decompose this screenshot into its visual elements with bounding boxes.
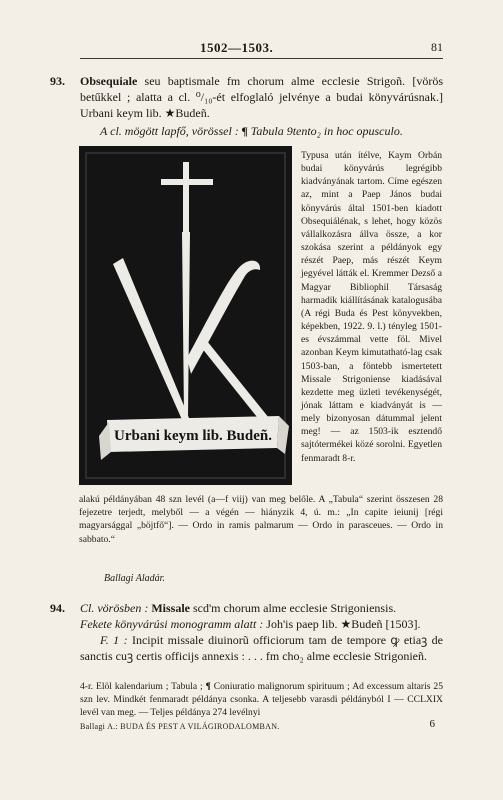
pilcrow-mark: ¶ [205, 681, 211, 692]
entry-94-imprint [80, 616, 443, 632]
entry-94-text: scd'm chorum alme ecclesie Strigoniensis. [190, 601, 397, 615]
entry-number: 93. [50, 74, 65, 88]
page-number: 81 [431, 40, 443, 54]
side-column-commentary [301, 149, 442, 465]
commentary-text: alakú példányában 48 szn levél (a—f viij) van meg belőle. A „Tabula“ szerint összesen 28 fejezetre terjedt, melyből — a végén — hiányzik 4, ú. m.: „In capite ieiunij [régi magyarsággal „böjtfő“]. — Ordo in ramis palmarum — Ordo in parasceues. — Ordo in sabbato.“ [79, 494, 443, 545]
entry-94-note [80, 680, 443, 720]
colophon-text: Tabula 9tento₂ in hoc opusculo. [247, 124, 403, 138]
note-text [80, 680, 443, 720]
entry-number: 94. [50, 601, 65, 615]
note-text-b: Coniuratio malignorum spirituum ; Ad excessum altaris 25 szn lev. Mindkét fenmaradt példánya csonka. A teljesebb varasdi példányból I — CCLXIX levél van meg. — Teljes példánya 274 levélnyi [80, 681, 444, 719]
woodcut-illustration [79, 146, 292, 485]
entry-93-description [80, 73, 443, 121]
entry-94 [50, 600, 444, 664]
commentary-continuation [79, 493, 443, 546]
entry-93 [50, 73, 443, 139]
entry-94-incipit [80, 632, 443, 664]
side-column-text: Typusa után ítélve, Kaym Orbán budai könyvárús legrégibb kiadványának tartom. Címe egészen az, mint a Paep János budai könyvárús által 1501-ben kiadott Obsequiálénak, s lehet, hogy közös vállalkozásra állva össze, a kor szokása szerint a példányok egy részét Paep, más részét Keym jegyével látták el. Kremmer Dezső a Magyar Bibliophil Társaság harmadik kiállításának katalogusába (A régi Buda és Pest könyvekben, képekben, 1922. 9. l.) tényleg 1501-es évszámmal vette föl. Mivel azonban Keym kimutatható-lag csak 1503-ban, a föntebb ismertetett Missale Strigoniense kiadásával kezdette meg üzleti tevékenységét, jónak láttam e kiadványát is — mely bizonyosan dátummal jelent meg! — az 1503-ik esztendő sajtótermékei közé sorolni. Egyetlen fenmaradt 8-r. [301, 150, 442, 464]
entry-93-text: seu baptismale fm chorum alme ecclesie Strigoñ. [vörös betűkkel ; alatta a cl. ⁰/₁₀-ét elfoglaló jelvénye a budai könyvárúsnak.] Urbani keym lib. ★Budeñ. [80, 74, 443, 120]
footer-credit: Ballagi A.: BUDA ÉS PEST A VILÁGIRODALOMBAN. [80, 722, 280, 731]
pilcrow-mark: ¶ [241, 124, 248, 138]
page-footer [80, 718, 443, 736]
running-head [0, 40, 503, 60]
imprint-text: Joh'is paep lib. ★Budeñ [1503]. [263, 617, 421, 631]
entry-93-colophon-note [80, 123, 443, 139]
colophon-label: A cl. mögött lapfő, vörössel : [100, 124, 242, 138]
year-range-heading: 1502—1503. [200, 40, 274, 55]
entry-94-title-line [80, 600, 443, 616]
entry-title: Obsequiale [80, 74, 138, 88]
printer-mark-woodcut [79, 146, 292, 485]
signature-mark: 6 [429, 718, 435, 730]
cl-label: Cl. vörösben : [80, 601, 149, 615]
entry-title: Missale [151, 601, 190, 615]
header-rule [80, 58, 443, 59]
folio-label: F. 1 : [100, 633, 128, 647]
monogram-label: Fekete könyvárúsi monogramm alatt : [80, 617, 264, 631]
author-signature: Ballagi Aladár. [104, 573, 165, 584]
incipit-text: Incipit missale diuinorũ officiorum tam de tempore ꝙ etiaꝫ de sanctis cuꝫ certis officijs annexis : . . . fm cho₂ alme ecclesie Strigonieñ. [80, 633, 444, 663]
banner-text: Urbani keym lib. Budeñ. [114, 428, 272, 444]
note-text-a: 4-r. Elöl kalendarium ; Tabula ; [80, 681, 206, 692]
